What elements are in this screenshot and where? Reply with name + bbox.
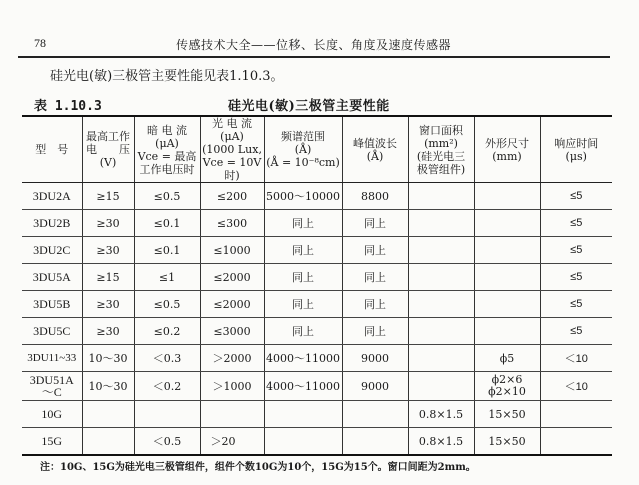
cell-dark-current: ≤0.2 — [134, 318, 200, 345]
cell-max-voltage: ≥30 — [82, 318, 134, 345]
running-title: 传感技术大全——位移、长度、角度及速度传感器 — [176, 38, 452, 52]
cell-max-voltage: ≥30 — [82, 237, 134, 264]
cell-dimensions: ϕ2×6 ϕ2×10 — [474, 372, 540, 401]
cell-response-time — [540, 428, 612, 456]
cell-peak-wavelength: 9000 — [342, 345, 408, 372]
cell-dark-current: ≤0.1 — [134, 210, 200, 237]
table-row — [22, 318, 612, 345]
cell-photo-current: ≤2000 — [200, 291, 264, 318]
header-rule — [18, 56, 610, 58]
cell-dark-current: ≤1 — [134, 264, 200, 291]
cell-dark-current: ≤0.1 — [134, 237, 200, 264]
cell-dimensions — [474, 264, 540, 291]
cell-response-time: ≤5 — [540, 237, 612, 264]
cell-photo-current: ≤200 — [200, 183, 264, 210]
cell-response-time: ＜10 — [540, 372, 612, 401]
cell-max-voltage: ≥15 — [82, 183, 134, 210]
cell-spectral-range: 同上 — [264, 318, 342, 345]
cell-dark-current: ＜0.2 — [134, 372, 200, 401]
cell-photo-current: ＞2000 — [200, 345, 264, 372]
cell-photo-current: ≤300 — [200, 210, 264, 237]
cell-peak-wavelength: 同上 — [342, 318, 408, 345]
cell-dimensions: ϕ5 — [474, 345, 540, 372]
spec-table — [22, 115, 612, 456]
cell-model: 3DU5B — [22, 291, 82, 318]
cell-peak-wavelength: 同上 — [342, 210, 408, 237]
cell-model: 3DU11~33 — [22, 345, 82, 372]
cell-dimensions — [474, 183, 540, 210]
cell-peak-wavelength: 同上 — [342, 264, 408, 291]
cell-window-area: 0.8×1.5 — [408, 428, 474, 456]
table-row — [22, 372, 612, 401]
cell-dark-current — [134, 401, 200, 428]
cell-spectral-range: 5000～10000 — [264, 183, 342, 210]
cell-peak-wavelength: 同上 — [342, 291, 408, 318]
cell-window-area — [408, 372, 474, 401]
table-row — [22, 345, 612, 372]
cell-dimensions — [474, 237, 540, 264]
page-header — [34, 36, 609, 56]
cell-dimensions — [474, 210, 540, 237]
cell-dimensions — [474, 291, 540, 318]
table-row — [22, 183, 612, 210]
cell-photo-current — [200, 401, 264, 428]
cell-window-area — [408, 237, 474, 264]
cell-dimensions — [474, 318, 540, 345]
cell-response-time: ≤5 — [540, 264, 612, 291]
cell-model: 3DU5C — [22, 318, 82, 345]
cell-peak-wavelength: 8800 — [342, 183, 408, 210]
cell-model: 10G — [22, 401, 82, 428]
cell-peak-wavelength: 同上 — [342, 237, 408, 264]
cell-photo-current: ≤1000 — [200, 237, 264, 264]
header-model: 型 号 — [22, 116, 82, 183]
intro-paragraph: 硅光电(敏)三极管主要性能见表1.10.3。 — [50, 69, 284, 84]
page-number: 78 — [34, 36, 46, 50]
cell-max-voltage: 10～30 — [82, 372, 134, 401]
cell-max-voltage: 10～30 — [82, 345, 134, 372]
cell-max-voltage: ≥30 — [82, 210, 134, 237]
table-row — [22, 264, 612, 291]
cell-peak-wavelength — [342, 401, 408, 428]
cell-dark-current: ＜0.3 — [134, 345, 200, 372]
cell-spectral-range — [264, 428, 342, 456]
cell-photo-current: ≤3000 — [200, 318, 264, 345]
cell-dark-current: ≤0.5 — [134, 183, 200, 210]
table-row — [22, 237, 612, 264]
header-spectral-range: 频谱范围 (Å) (Å = 10⁻⁸cm) — [264, 116, 342, 183]
header-max-voltage: 最高工作 电 压 (V) — [82, 116, 134, 183]
table-row — [22, 291, 612, 318]
header-window-area: 窗口面积 (mm²) (硅光电三 极管组件) — [408, 116, 474, 183]
cell-spectral-range: 同上 — [264, 264, 342, 291]
cell-model: 3DU2A — [22, 183, 82, 210]
cell-spectral-range: 同上 — [264, 237, 342, 264]
cell-spectral-range: 同上 — [264, 291, 342, 318]
cell-model: 3DU51A ～C — [22, 372, 82, 401]
cell-photo-current: ＞20 — [200, 428, 264, 456]
table-row — [22, 401, 612, 428]
cell-max-voltage — [82, 401, 134, 428]
cell-dimensions: 15×50 — [474, 401, 540, 428]
table-caption-number: 表 1.10.3 — [34, 99, 102, 114]
cell-max-voltage: ≥15 — [82, 264, 134, 291]
cell-model: 3DU2B — [22, 210, 82, 237]
cell-photo-current: ＞1000 — [200, 372, 264, 401]
table-row — [22, 428, 612, 456]
header-dark-current: 暗 电 流 (μA) Vce = 最高 工作电压时 — [134, 116, 200, 183]
cell-photo-current: ≤2000 — [200, 264, 264, 291]
header-photo-current: 光 电 流 (μA) (1000 Lux, Vce = 10V 时) — [200, 116, 264, 183]
cell-window-area — [408, 183, 474, 210]
header-peak-wavelength: 峰值波长 (Å) — [342, 116, 408, 183]
cell-max-voltage: ≥30 — [82, 291, 134, 318]
cell-spectral-range — [264, 401, 342, 428]
cell-model: 15G — [22, 428, 82, 456]
cell-dark-current: ≤0.5 — [134, 291, 200, 318]
cell-response-time: ≤5 — [540, 183, 612, 210]
cell-window-area — [408, 291, 474, 318]
cell-window-area — [408, 210, 474, 237]
cell-dimensions: 15×50 — [474, 428, 540, 456]
cell-response-time — [540, 401, 612, 428]
cell-peak-wavelength — [342, 428, 408, 456]
cell-spectral-range: 4000～11000 — [264, 372, 342, 401]
cell-peak-wavelength: 9000 — [342, 372, 408, 401]
table-footnote: 注：10G、15G为硅光电三极管组件，组件个数10G为10个，15G为15个。窗口间距为2mm。 — [40, 462, 476, 473]
cell-window-area — [408, 264, 474, 291]
table-caption-title: 硅光电(敏)三极管主要性能 — [228, 99, 390, 114]
cell-dark-current: ＜0.5 — [134, 428, 200, 456]
table-row — [22, 210, 612, 237]
table-header-row — [22, 116, 612, 183]
cell-response-time: ≤5 — [540, 291, 612, 318]
cell-response-time: ≤5 — [540, 210, 612, 237]
cell-window-area — [408, 345, 474, 372]
cell-max-voltage — [82, 428, 134, 456]
cell-model: 3DU2C — [22, 237, 82, 264]
header-dimensions: 外形尺寸 (mm) — [474, 116, 540, 183]
cell-spectral-range: 同上 — [264, 210, 342, 237]
cell-spectral-range: 4000～11000 — [264, 345, 342, 372]
header-response-time: 响应时间 (μs) — [540, 116, 612, 183]
cell-window-area: 0.8×1.5 — [408, 401, 474, 428]
cell-response-time: ＜10 — [540, 345, 612, 372]
cell-model: 3DU5A — [22, 264, 82, 291]
cell-window-area — [408, 318, 474, 345]
cell-response-time: ≤5 — [540, 318, 612, 345]
